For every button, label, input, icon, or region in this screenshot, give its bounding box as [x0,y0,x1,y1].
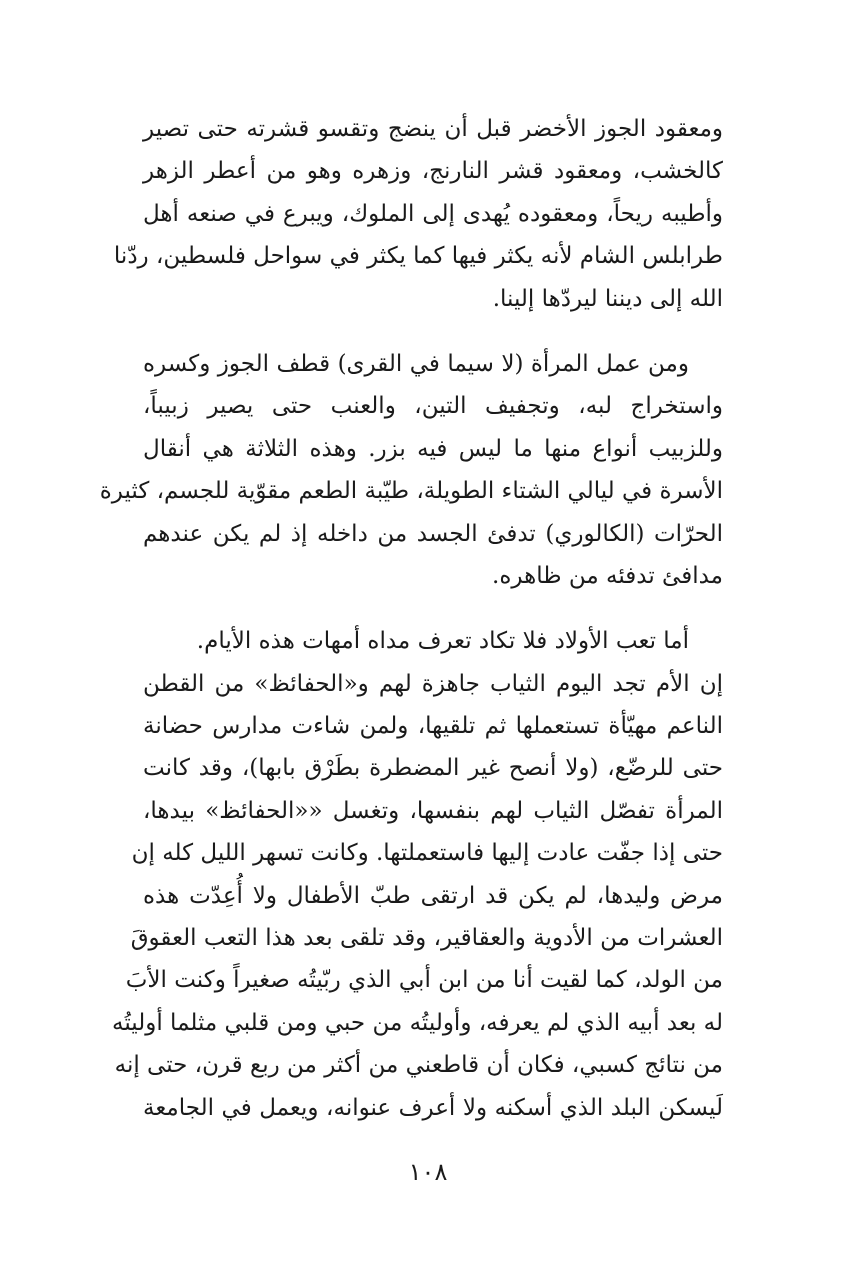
text-line: ومن عمل المرأة (لا سيما في القرى) قطف الجوز وكسره [143,350,689,377]
text-line: الناعم مهيّأة تستعملها ثم تلقيها، ولمن شاءت مدارس حضانة [143,713,723,740]
text-line: كالخشب، ومعقود قشر النارنج، وزهره وهو من أعطر الزهر [143,158,723,185]
text-line: لَيسكن البلد الذي أسكنه ولا أعرف عنوانه، ويعمل في الجامعة [143,1094,723,1121]
paragraph-1 [113,108,723,320]
text-line: ومعقود الجوز الأخضر قبل أن ينضج وتقسو قشرته حتى تصير [143,116,723,142]
paragraph-2 [99,343,723,597]
text-line: حتى للرضّع، (ولا أنصح غير المضطرة بطَرْق بابها)، وقد كانت [143,755,723,782]
page-body [99,108,723,1152]
text-line: حتى إذا جفّت عادت إليها فاستعملتها. وكانت تسهر الليل كله إن [131,840,723,867]
text-line: العشرات من الأدوية والعقاقير، وقد تلقى بعد هذا التعب العقوقَ [130,925,723,952]
text-line: المرأة تفصّل الثياب لهم بنفسها، وتغسل ««الحفائظ» بيدها، [143,797,723,824]
page-number: ١٠٨ [408,1158,448,1186]
text-line: طرابلس الشام لأنه يكثر فيها كما يكثر في سواحل فلسطين، ردّنا [113,243,723,270]
text-line: مدافئ تدفئه من ظاهره. [492,562,723,589]
text-line: أما تعب الأولاد فلا تكاد تعرف مداه أمهات هذه الأيام. [196,628,689,655]
text-line: وللزبيب أنواع منها ما ليس فيه بزر. وهذه الثلاثة هي أنقال [143,435,723,462]
text-line: الله إلى ديننا ليردّها إلينا. [492,285,723,312]
paragraph-3 [112,620,723,1129]
text-line: الحرّات (الكالوري) تدفئ الجسد من داخله إذ لم يكن عندهم [143,520,723,547]
text-line: واستخراج لبه، وتجفيف التين، والعنب حتى يصير زبيباً، [143,393,723,420]
text-line: مرض وليدها، لم يكن قد ارتقى طبّ الأطفال ولا أُعِدّت هذه [143,882,723,909]
text-line: الأسرة في ليالي الشتاء الطويلة، طيّبة الطعم مقوّية للجسم، كثيرة [99,478,723,505]
text-line: وأطيبه ريحاً، ومعقوده يُهدى إلى الملوك، ويبرع في صنعه أهل [143,200,723,227]
text-line: إن الأم تجد اليوم الثياب جاهزة لهم و«الحفائظ» من القطن [143,670,723,697]
text-line: من الولد، كما لقيت أنا من ابن أبي الذي ربّيتُه صغيراً وكنت الأبَ [125,967,723,994]
text-line: من نتائج كسبي، فكان أن قاطعني من أكثر من ربع قرن، حتى إنه [114,1052,723,1079]
text-line: له بعد أبيه الذي لم يعرفه، وأوليتُه من حبي ومن قلبي مثلما أوليتُه [112,1009,723,1036]
